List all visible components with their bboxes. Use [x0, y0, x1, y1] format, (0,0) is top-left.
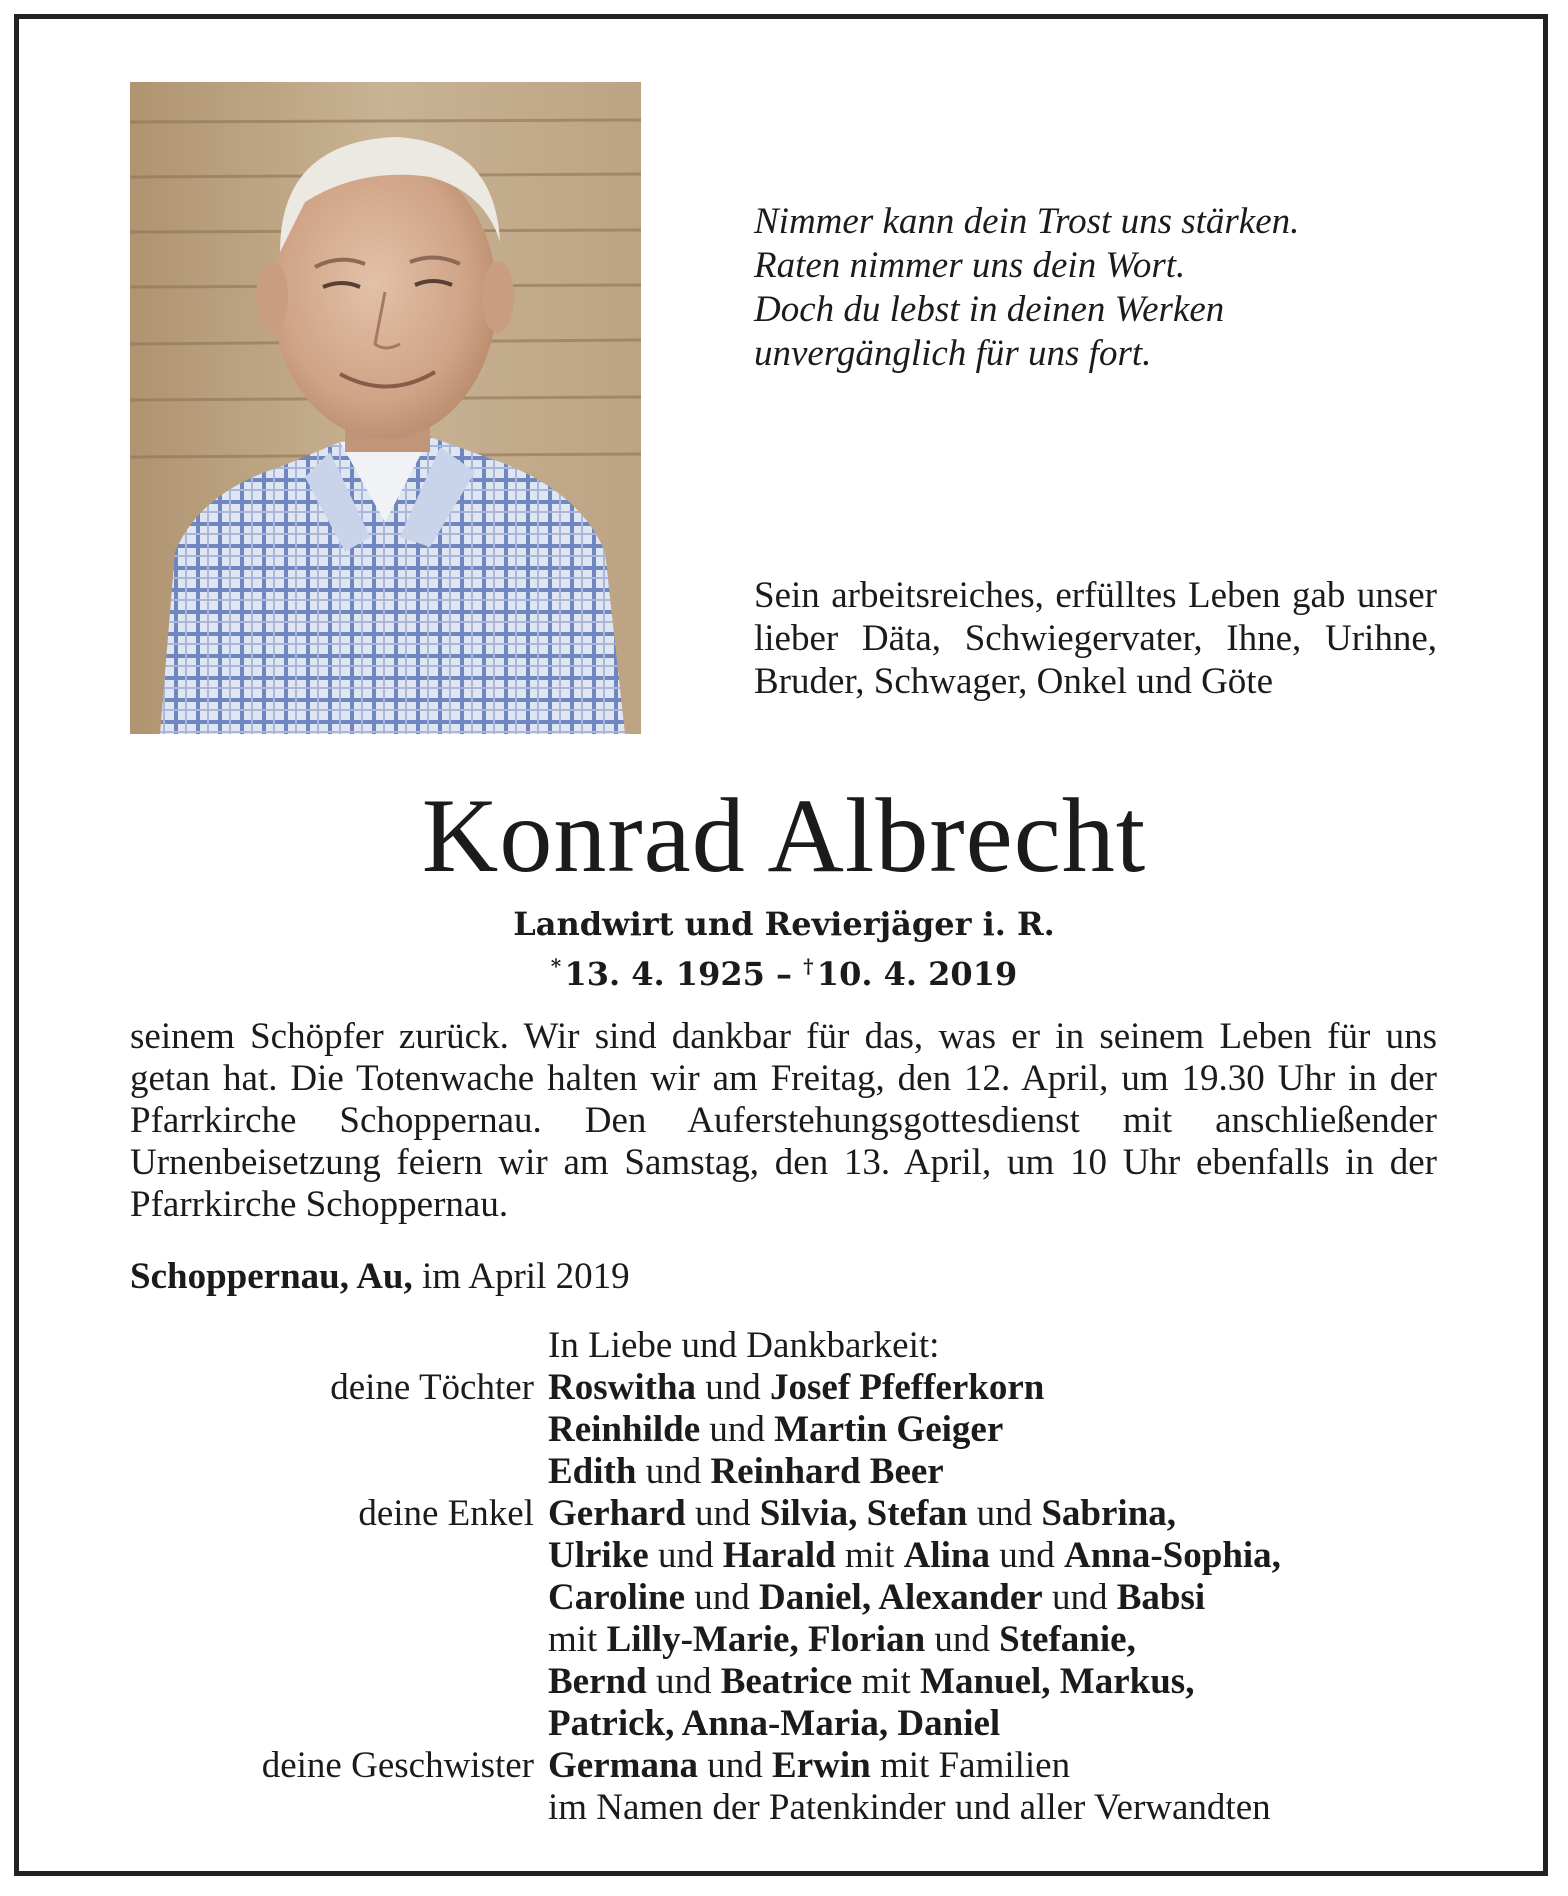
service-details: seinem Schöpfer zurück. Wir sind dankbar für das, was er in seinem Leben für uns getan hat. Die Totenwache halten wir am Freitag, den 12. April, um 19.30 Uhr in der Pfarrkirche Schoppernau. Den Auferstehungsgottesdienst mit anschließender Urnenbeisetzung feiern wir am Samstag, den 13. April, um 10 Uhr ebenfalls in der Pfarrkirche Schoppernau. [130, 1016, 1437, 1225]
mourner-name: Silvia, Stefan [759, 1493, 968, 1534]
connector-text: mit [852, 1661, 921, 1702]
mourner-name: Lilly-Marie, Florian [606, 1619, 926, 1660]
mourner-names [548, 1661, 1194, 1703]
connector-text: mit Familien [870, 1745, 1071, 1786]
mourner-row [130, 1367, 1460, 1409]
mourner-names [548, 1367, 1044, 1409]
mourner-name: Manuel, Markus, [920, 1661, 1195, 1702]
mourner-name: Ulrike [548, 1535, 649, 1576]
mourner-row [130, 1409, 1460, 1451]
relation-label [130, 1451, 548, 1493]
connector-text: mit [835, 1535, 904, 1576]
connector-text: und [648, 1535, 723, 1576]
mourner-name: Harald [722, 1535, 836, 1576]
mourner-name: Patrick, Anna-Maria, Daniel [548, 1703, 1001, 1744]
mourner-names [548, 1493, 1176, 1535]
mourner-names [548, 1619, 1136, 1661]
mourner-name: Reinhard Beer [710, 1451, 944, 1492]
mourner-name: Martin Geiger [774, 1409, 1004, 1450]
relation-label [130, 1619, 548, 1661]
mourner-row [130, 1577, 1460, 1619]
connector-text: und [700, 1409, 775, 1450]
deceased-name: Konrad Albrecht [421, 777, 1147, 894]
mourner-row [130, 1661, 1460, 1703]
verse-line: unvergänglich für uns fort. [754, 333, 1152, 374]
relation-label: deine Töchter [330, 1367, 534, 1408]
mourners-heading-row [130, 1325, 1460, 1367]
connector-text: und [967, 1493, 1042, 1534]
connector-text: und [1042, 1577, 1117, 1618]
relation-label [130, 1535, 548, 1577]
mourner-name: Stefanie, [999, 1619, 1136, 1660]
connector-text: im Namen der Patenkinder und aller Verwandten [548, 1787, 1271, 1828]
mourner-row [130, 1745, 1460, 1787]
relation-label: deine Geschwister [261, 1745, 534, 1786]
mourners-list [130, 1325, 1460, 1829]
mourner-names [548, 1577, 1205, 1619]
mourner-name: Edith [548, 1451, 637, 1492]
life-dates [0, 945, 1568, 995]
date-line: im April 2019 [412, 1256, 630, 1297]
mourner-name: Erwin [772, 1745, 871, 1786]
mourner-name: Roswitha [548, 1367, 697, 1408]
connector-text: und [685, 1577, 760, 1618]
mourner-names [548, 1409, 1003, 1451]
mourner-name: Babsi [1116, 1577, 1206, 1618]
relation-label [130, 1787, 548, 1829]
connector-text: mit [548, 1619, 607, 1660]
relation-label [130, 1409, 548, 1451]
connector-text: und [696, 1367, 771, 1408]
birth-symbol: * [550, 954, 562, 978]
connector-text: und [698, 1745, 773, 1786]
place: Schoppernau, Au, [130, 1256, 413, 1297]
mourner-name: Daniel, Alexander [759, 1577, 1043, 1618]
relation-label [130, 1703, 548, 1745]
mourner-name: Caroline [548, 1577, 686, 1618]
mourner-name: Sabrina, [1041, 1493, 1177, 1534]
mourner-name: Reinhilde [548, 1409, 701, 1450]
connector-text: und [925, 1619, 1000, 1660]
mourner-names [548, 1703, 1000, 1745]
mourner-name: Josef Pfefferkorn [770, 1367, 1045, 1408]
mourner-row [130, 1451, 1460, 1493]
portrait-photo [130, 82, 641, 734]
profession: Landwirt und Revierjäger i. R. [513, 905, 1055, 943]
mourners-heading: In Liebe und Dankbarkeit: [548, 1325, 940, 1366]
relation-label: deine Enkel [358, 1493, 534, 1534]
mourner-row [130, 1787, 1460, 1829]
mourner-row [130, 1703, 1460, 1745]
mourner-names [548, 1745, 1070, 1787]
verse-line: Raten nimmer uns dein Wort. [754, 245, 1186, 286]
death-date: 10. 4. 2019 [816, 955, 1018, 993]
memorial-verse [754, 200, 1474, 376]
birth-date: 13. 4. 1925 [564, 955, 765, 993]
relation-label [130, 1661, 548, 1703]
mourner-name: Bernd [548, 1661, 647, 1702]
connector-text: und [685, 1493, 760, 1534]
death-symbol: † [803, 954, 814, 978]
mourner-row [130, 1493, 1460, 1535]
mourner-name: Gerhard [548, 1493, 686, 1534]
date-separator: – [764, 955, 804, 993]
mourner-row [130, 1535, 1460, 1577]
mourner-name: Alina [903, 1535, 990, 1576]
intro-text: Sein arbeitsreiches, erfülltes Leben gab unser lieber Däta, Schwiegervater, Ihne, Urihne, Bruder, Schwager, Onkel und Göte [754, 575, 1437, 702]
place-date [130, 1255, 1130, 1299]
mourner-name: Beatrice [720, 1661, 853, 1702]
connector-text: und [636, 1451, 711, 1492]
verse-line: Nimmer kann dein Trost uns stärken. [754, 201, 1300, 242]
mourner-name: Germana [548, 1745, 699, 1786]
verse-line: Doch du lebst in deinen Werken [754, 289, 1225, 330]
mourner-name: Anna-Sophia, [1063, 1535, 1281, 1576]
mourner-row [130, 1619, 1460, 1661]
mourner-names [548, 1535, 1281, 1577]
mourner-names [548, 1787, 1271, 1829]
relation-label [130, 1577, 548, 1619]
connector-text: und [989, 1535, 1064, 1576]
mourner-names [548, 1451, 944, 1493]
connector-text: und [646, 1661, 721, 1702]
